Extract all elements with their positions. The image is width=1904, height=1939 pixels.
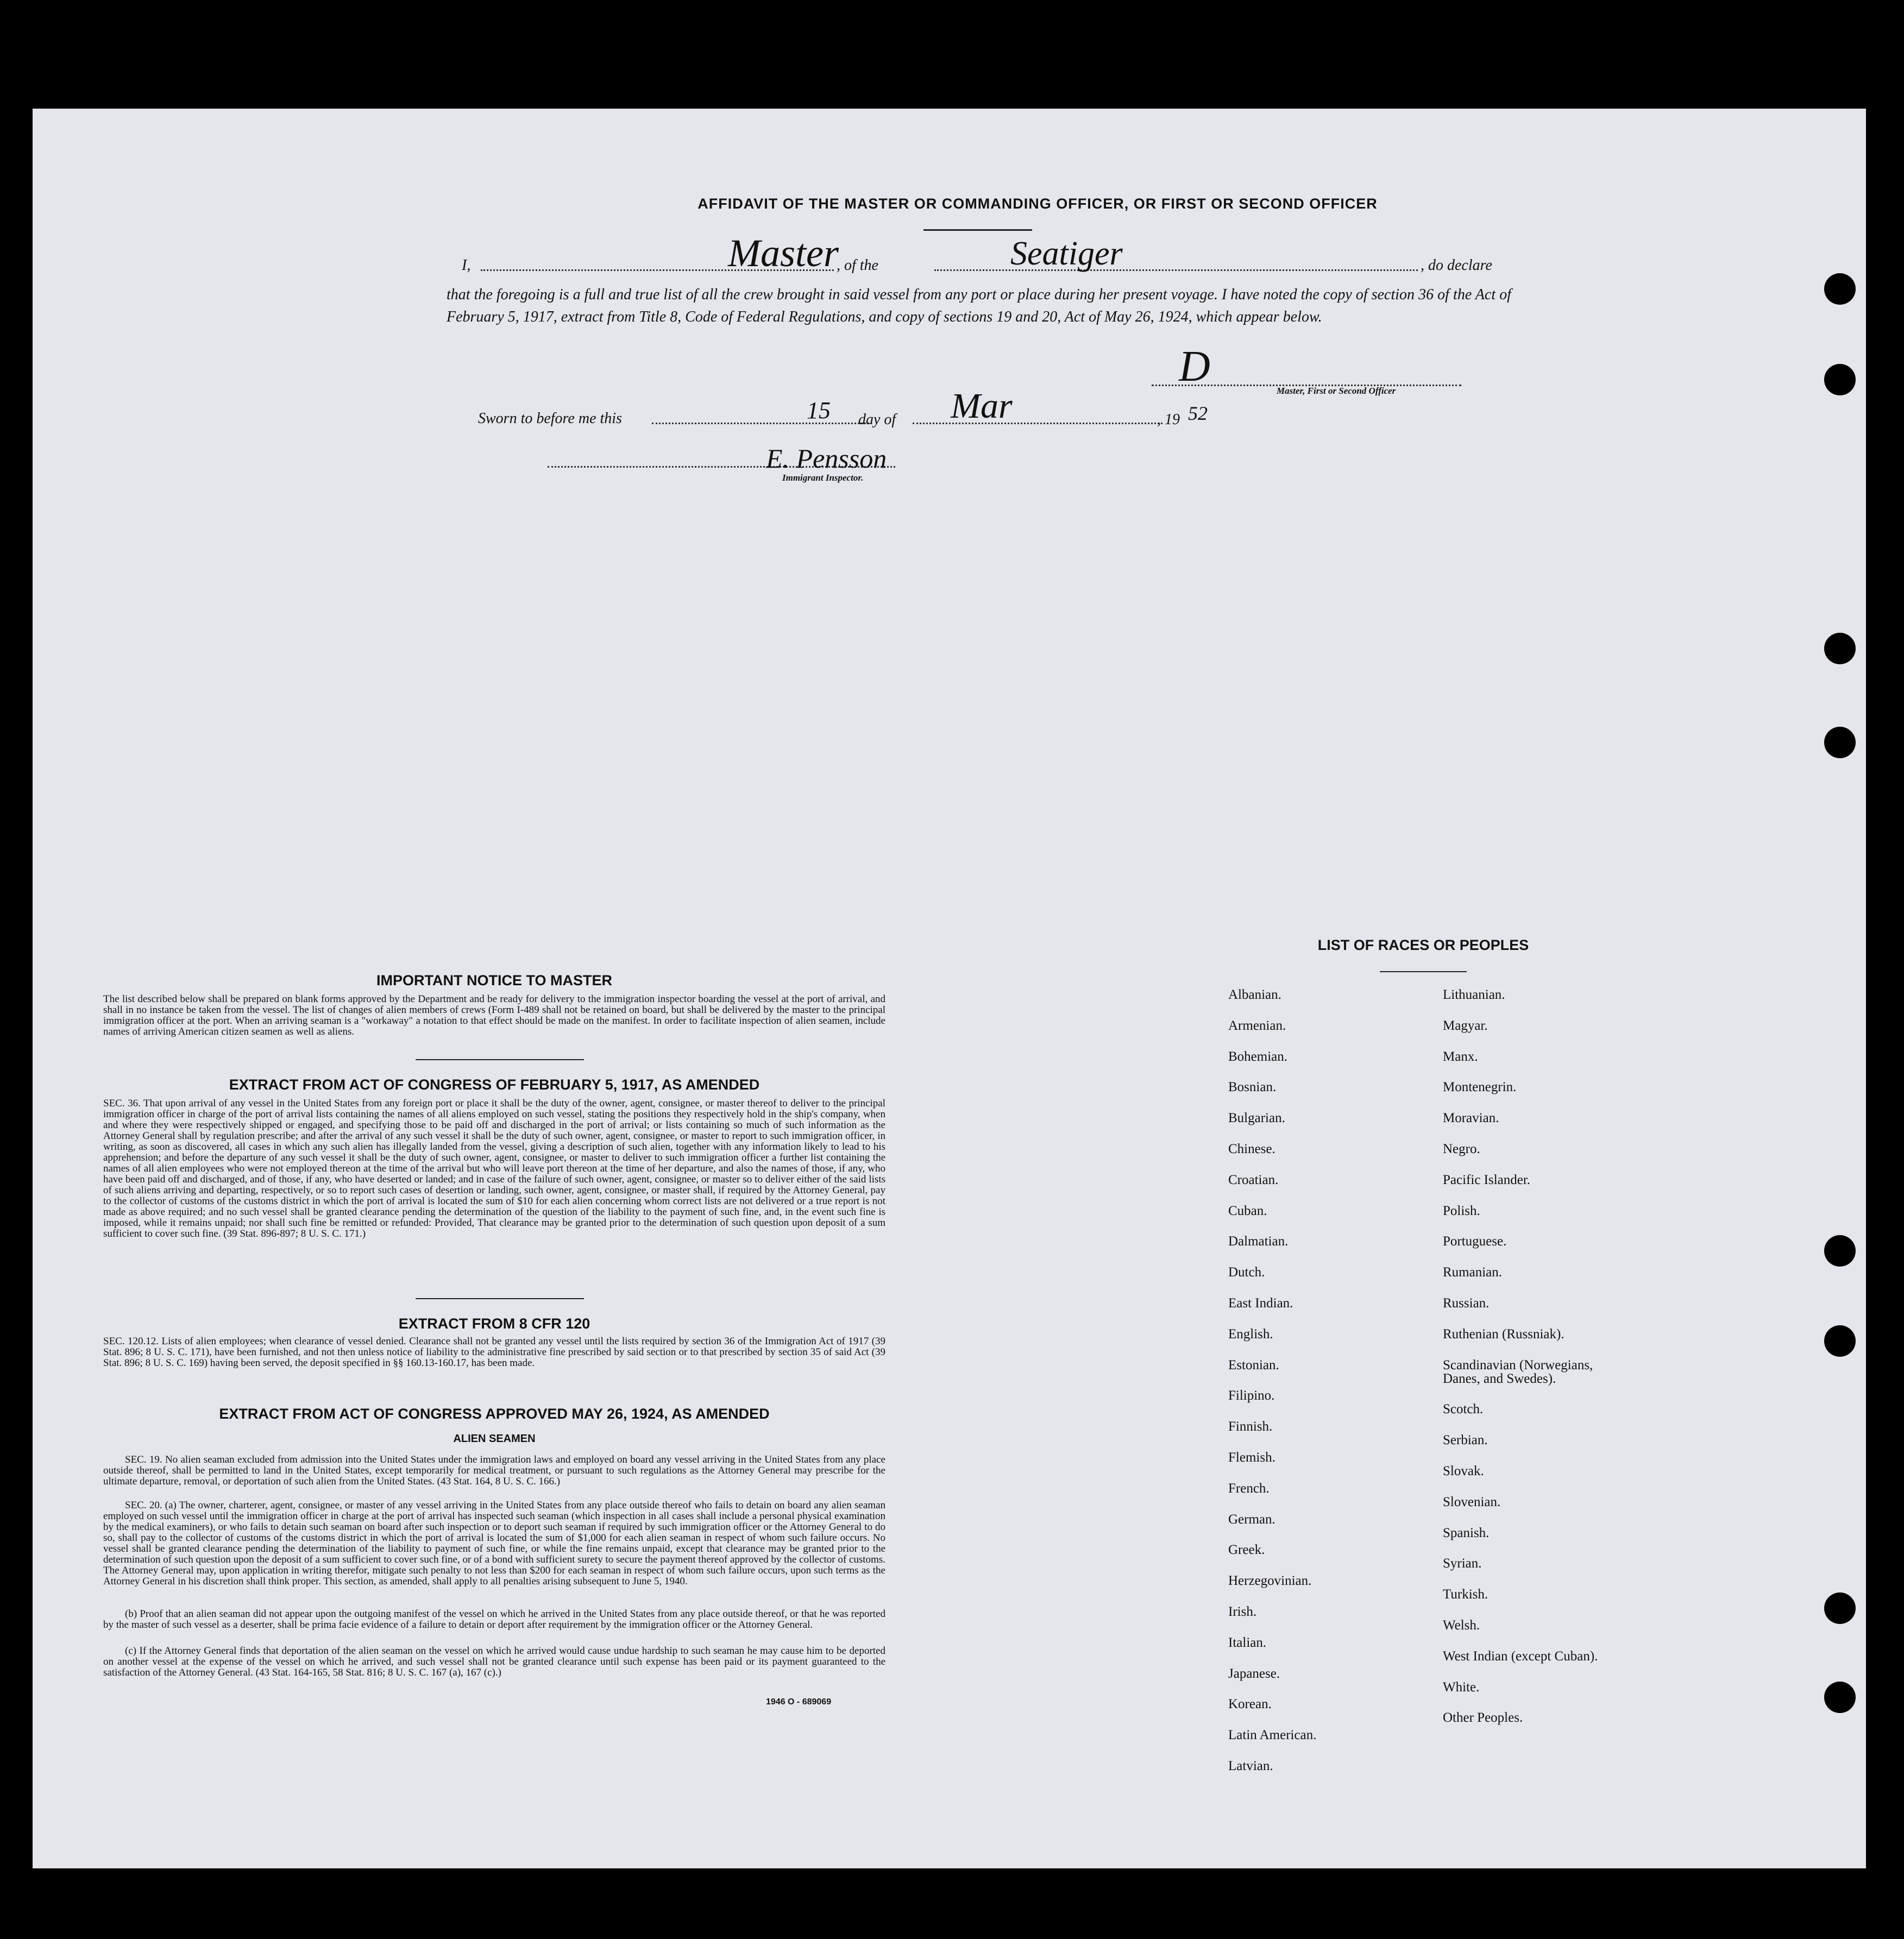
race-item: Dalmatian. [1228, 1234, 1289, 1249]
race-item: Portuguese. [1443, 1234, 1507, 1249]
vessel-name-line [934, 269, 1418, 271]
declarant-name: Master [728, 231, 839, 275]
race-item: Scotch. [1443, 1402, 1484, 1417]
race-item: Irish. [1228, 1604, 1257, 1619]
sworn-year-prefix: , 19 [1157, 411, 1180, 428]
race-item: Herzegovinian. [1228, 1573, 1312, 1589]
race-item: Albanian. [1228, 987, 1281, 1002]
sworn-day: 15 [807, 397, 831, 424]
race-item: Negro. [1443, 1142, 1480, 1156]
race-item: German. [1228, 1512, 1275, 1527]
race-item: Greek. [1228, 1543, 1265, 1558]
extract-1924-heading: EXTRACT FROM ACT OF CONGRESS APPROVED MAY 26, 1924, AS AMENDED [219, 1406, 770, 1422]
extract-1924-sec20a: SEC. 20. (a) The owner, charterer, agent, consignee, or master of any vessel arriving in the United States from any place outside thereof who fails to detain on board any alien seaman employed on such vessel until the immigration officer in charge at the port of arrival has inspected such seaman (which inspection in all cases shall include a personal physical examination by the medical examiners), or who fails to detain such seaman on board after such inspection or to deport such seaman if required by such immigration officer or the Attorney General to do so, shall pay to the collector of customs of the customs district in which the port of arrival is located the sum of $1,000 for each alien seaman in respect of whom such failure occurs. No vessel shall be granted clearance pending the determination of the liability to payment of such fine, or while the fine remains unpaid, except that clearance may be granted prior to the determination of such question upon the deposit of a sum sufficient to cover such fine, or of a bond with sufficient surety to secure the payment thereof approved by the collector of customs. The Attorney General may, upon application in writing therefor, mitigate such penalty to not less than $200 for each seaman in respect of whom such failure occurs, upon such terms as the Attorney General in his discretion shall think proper. This section, as amended, shall apply to all penalties arising subsequent to June 5, 1940. [103, 1500, 885, 1587]
race-item: Rumanian. [1443, 1265, 1503, 1280]
inspector-signature: E. Pensson [766, 443, 887, 474]
race-item: Welsh. [1443, 1618, 1480, 1633]
race-item: Bohemian. [1228, 1049, 1288, 1064]
vessel-prefix: , of the [837, 257, 878, 274]
vessel-name: Seatiger [1010, 235, 1123, 272]
race-item: Slovenian. [1443, 1494, 1501, 1509]
race-item: Turkish. [1443, 1587, 1488, 1602]
extract-1917-heading: EXTRACT FROM ACT OF CONGRESS OF FEBRUARY 5, 1917, AS AMENDED [229, 1076, 760, 1093]
race-item: Scandinavian (Norwegians, [1443, 1357, 1593, 1373]
extract-cfr-text: SEC. 120.12. Lists of alien employees; when clearance of vessel denied. Clearance shall not be granted any vessel until the lists required by section 36 of the Immigration Act of 1917 (39 Stat. 896; 8 U. S. C. 171), have been furnished, and not then unless notice of liability to the administrative fine prescribed by said section or to that prescribed by section 35 of said Act (39 Stat. 896; 8 U. S. C. 169) having been served, the deposit specified in §§ 160.13-160.17, has been made. [103, 1336, 885, 1369]
punch-hole [1824, 273, 1856, 305]
race-item: Other Peoples. [1443, 1710, 1523, 1726]
race-item: Syrian. [1443, 1556, 1482, 1571]
race-item: Polish. [1443, 1203, 1480, 1218]
race-item: East Indian. [1228, 1296, 1293, 1311]
race-item: Filipino. [1228, 1388, 1275, 1403]
declare-suffix: , do declare [1421, 257, 1492, 274]
inspector-label: Immigrant Inspector. [782, 473, 864, 483]
sworn-day-line [652, 423, 869, 424]
punch-hole [1824, 727, 1856, 758]
race-item: Armenian. [1228, 1018, 1286, 1033]
race-item: Bosnian. [1228, 1080, 1277, 1095]
punch-hole [1824, 364, 1856, 395]
race-item: Pacific Islander. [1443, 1172, 1531, 1187]
race-item: Estonian. [1228, 1357, 1279, 1373]
punch-hole [1824, 1682, 1856, 1713]
race-item: Cuban. [1228, 1203, 1267, 1218]
title-divider [923, 229, 1032, 231]
race-item: Danes, and Swedes). [1443, 1371, 1556, 1386]
divider-2 [416, 1298, 584, 1299]
race-item: Moravian. [1443, 1111, 1499, 1126]
race-item: Serbian. [1443, 1433, 1488, 1448]
extract-1924-sec20b: (b) Proof that an alien seaman did not appear upon the outgoing manifest of the vessel on which he arrived in the United States from any place outside thereof, or that he was reported by the master of such vessel as a deserter, shall be prima facie evidence of a failure to detain or deport after requirement by the immigration officer or the Attorney General. [103, 1608, 885, 1630]
race-item: Ruthenian (Russniak). [1443, 1326, 1564, 1342]
race-item: Spanish. [1443, 1525, 1490, 1540]
race-item: Latin American. [1228, 1728, 1317, 1743]
race-item: Chinese. [1228, 1142, 1275, 1156]
races-divider [1380, 971, 1467, 972]
race-item: White. [1443, 1679, 1480, 1695]
punch-hole [1824, 1592, 1856, 1624]
race-item: Russian. [1443, 1296, 1490, 1311]
sworn-day-label: day of [858, 411, 896, 428]
race-item: Bulgarian. [1228, 1111, 1285, 1126]
races-heading: LIST OF RACES OR PEOPLES [1317, 937, 1529, 953]
master-signature: D [1179, 343, 1210, 391]
notice-heading: IMPORTANT NOTICE TO MASTER [376, 972, 612, 989]
extract-1924-subheading: ALIEN SEAMEN [453, 1433, 536, 1445]
race-item: West Indian (except Cuban). [1443, 1648, 1598, 1664]
extract-1924-sec20c: (c) If the Attorney General finds that deportation of the alien seaman on the vessel on which he arrived would cause undue hardship to such seaman he may cause him to be deported on another vessel at the expense of the vessel on which he arrived, and such vessel shall not be granted clearance until such expense has been paid or its payment guaranteed to the satisfaction of the Attorney General. (43 Stat. 164-165, 58 Stat. 816; 8 U. S. C. 167 (a), 167 (c).) [103, 1645, 885, 1678]
race-item: Italian. [1228, 1635, 1267, 1650]
race-item: Korean. [1228, 1697, 1272, 1712]
race-item: Finnish. [1228, 1419, 1273, 1434]
print-code: 1946 O - 689069 [766, 1697, 832, 1707]
race-item: Slovak. [1443, 1464, 1484, 1478]
sworn-prefix: Sworn to before me this [478, 410, 622, 427]
race-item: Japanese. [1228, 1666, 1280, 1681]
race-item: Manx. [1443, 1049, 1478, 1064]
race-item: Croatian. [1228, 1172, 1279, 1187]
punch-hole [1824, 1235, 1856, 1267]
race-item: Dutch. [1228, 1265, 1265, 1280]
sworn-month-line [913, 423, 1162, 424]
sworn-year: 52 [1188, 402, 1208, 424]
race-item: Montenegrin. [1443, 1080, 1517, 1095]
punch-hole [1824, 633, 1856, 664]
race-item: Latvian. [1228, 1759, 1273, 1773]
race-item: French. [1228, 1481, 1270, 1496]
race-item: Magyar. [1443, 1018, 1488, 1033]
race-item: English. [1228, 1326, 1273, 1342]
divider-1 [416, 1059, 584, 1060]
race-item: Flemish. [1228, 1450, 1275, 1465]
extract-cfr-heading: EXTRACT FROM 8 CFR 120 [398, 1315, 590, 1332]
extract-1917-text: SEC. 36. That upon arrival of any vessel in the United States from any foreign port or place it shall be the duty of the owner, agent, consignee, or master thereof to deliver to the principal immigration officer in charge of the port of arrival lists containing the names of all aliens employed on such vessel, stating the positions they respectively hold in the ship's company, when and where they were respectively shipped or engaged, and specifying those to be paid off and discharged in the port of arrival; or lists containing so much of such information as the Attorney General shall by regulation prescribe; and after the arrival of any such vessel it shall be the duty of such owner, agent, consignee, or master to report to such immigration officer, in writing, as soon as discovered, all cases in which any such alien has illegally landed from the vessel, giving a description of such alien, together with any information likely to lead to his apprehension; and before the departure of any such vessel it shall be the duty of such owner, agent, consignee, or master to deliver to such immigration officer a further list containing the names of all alien employees who were not employed thereon at the time of the arrival but who will leave port thereon at the time of her departure, and also the names of those, if any, who have been paid off and discharged, and of those, if any, who have deserted or landed; and in case of the failure of such owner, agent, consignee, or master so to deliver either of the said lists of such aliens arriving and departing, respectively, or so to report such cases of desertion or landing, such owner, agent, consignee, or master shall, if required by the Attorney General, pay to the collector of customs of the customs district in which the port of arrival is located the sum of $10 for each alien concerning whom correct lists are not delivered or a true report is not made as above required; and no such vessel shall be granted clearance pending the determination of the question of the liability to the payment of such fine, and, in the event such fine is imposed, while it remains unpaid; nor shall such fine be remitted or refunded: Provided, That clearance may be granted prior to the determination of such question upon deposit of a sum sufficient to cover such fine. (39 Stat. 896-897; 8 U. S. C. 171.) [103, 1098, 885, 1239]
declarant-prefix: I, [462, 257, 471, 274]
affidavit-body: that the foregoing is a full and true list of all the crew brought in said vessel from any port or place during her present voyage. I have noted the copy of section 36 of the Act of February 5, 1917, extract from Title 8, Code of Federal Regulations, and copy of sections 19 and 20, Act of May 26, 1924, which appear below. [447, 286, 1511, 325]
signer-label: Master, First or Second Officer [1277, 386, 1396, 396]
sworn-month: Mar [951, 386, 1013, 426]
extract-1924-sec19: SEC. 19. No alien seaman excluded from admission into the United States under the immigration laws and employed on board any vessel arriving in the United States from any place outside thereof, shall be permitted to land in the United States, except temporarily for medical treatment, or pursuant to such regulations as the Attorney General may prescribe for the ultimate departure, removal, or deportation of such alien from the United States. (43 Stat. 164, 8 U. S. C. 166.) [103, 1454, 885, 1487]
punch-hole [1824, 1325, 1856, 1357]
race-item: Lithuanian. [1443, 987, 1505, 1002]
notice-text: The list described below shall be prepared on blank forms approved by the Department and be ready for delivery to the immigration inspector boarding the vessel at the port of arrival, and shall in no instance be taken from the vessel. The list of changes of alien members of crews (Form I-489 shall not be retained on board, but shall be delivered by the master to the principal immigration officer at the port. When an arriving seaman is a "workaway" a notation to that effect should be made on the manifest. In order to facilitate inspection of alien seamen, include names of arriving American citizen seamen as well as aliens. [103, 993, 885, 1037]
affidavit-title: AFFIDAVIT OF THE MASTER OR COMMANDING OFFICER, OR FIRST OR SECOND OFFICER [697, 196, 1378, 212]
form-page [33, 109, 1866, 1868]
